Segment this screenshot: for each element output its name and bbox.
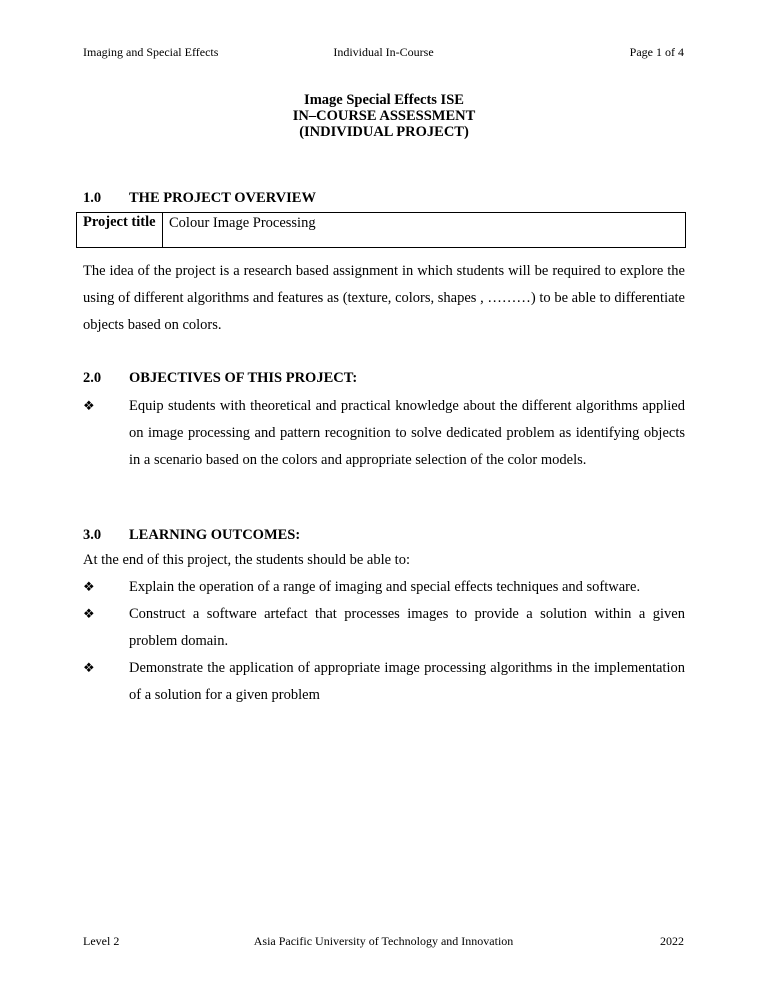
diamond-bullet-icon: ❖	[83, 661, 95, 676]
section-3-number: 3.0	[83, 527, 102, 543]
project-overview-table	[76, 212, 686, 248]
title-line-1: Image Special Effects ISE	[304, 92, 464, 108]
objective-bullet	[83, 393, 685, 474]
table-row	[77, 213, 686, 248]
footer-institution: Asia Pacific University of Technology and Innovation	[253, 934, 514, 948]
diamond-bullet-icon: ❖	[83, 399, 95, 414]
title-line-3: (INDIVIDUAL PROJECT)	[299, 124, 469, 140]
outcome-text: Construct a software artefact that processes images to provide a solution within a given problem domain.	[129, 606, 685, 649]
outcome-text: Explain the operation of a range of imaging and special effects techniques and software.	[129, 579, 641, 595]
section-1-title: THE PROJECT OVERVIEW	[129, 190, 316, 206]
objective-text: Equip students with theoretical and practical knowledge about the different algorithms applied on image processing and pattern recognition to solve dedicated problem as identifying objects in a scenario based on the colors and appropriate selection of the color models.	[129, 398, 685, 468]
header-page-number: Page 1 of 4	[629, 45, 684, 59]
section-1-number: 1.0	[83, 190, 102, 206]
outcome-bullet	[83, 655, 685, 709]
footer-year: 2022	[660, 934, 684, 948]
diamond-bullet-icon: ❖	[83, 580, 95, 595]
section-2-title: OBJECTIVES OF THIS PROJECT:	[129, 370, 358, 386]
outcome-bullet	[83, 574, 685, 601]
title-line-2: IN–COURSE ASSESSMENT	[292, 108, 476, 124]
project-title-label: Project title	[77, 213, 163, 248]
footer-level: Level 2	[83, 934, 120, 948]
header-course-name: Imaging and Special Effects	[83, 45, 219, 59]
header-assessment-type: Individual In-Course	[333, 45, 434, 59]
diamond-bullet-icon: ❖	[83, 607, 95, 622]
section-2-number: 2.0	[83, 370, 102, 386]
section-3-title: LEARNING OUTCOMES:	[129, 527, 301, 543]
outcome-text: Demonstrate the application of appropriate image processing algorithms in the implementation of a solution for a given problem	[129, 660, 685, 703]
project-overview-paragraph: The idea of the project is a research based assignment in which students will be required to explore the using of different algorithms and features as (texture, colors, shapes , ………) to be able to differentiate objects based on colors.	[83, 263, 685, 333]
document-title	[0, 92, 768, 140]
outcome-bullet	[83, 601, 685, 655]
learning-outcomes-intro: At the end of this project, the students should be able to:	[83, 552, 410, 568]
project-title-value: Colour Image Processing	[163, 213, 686, 248]
